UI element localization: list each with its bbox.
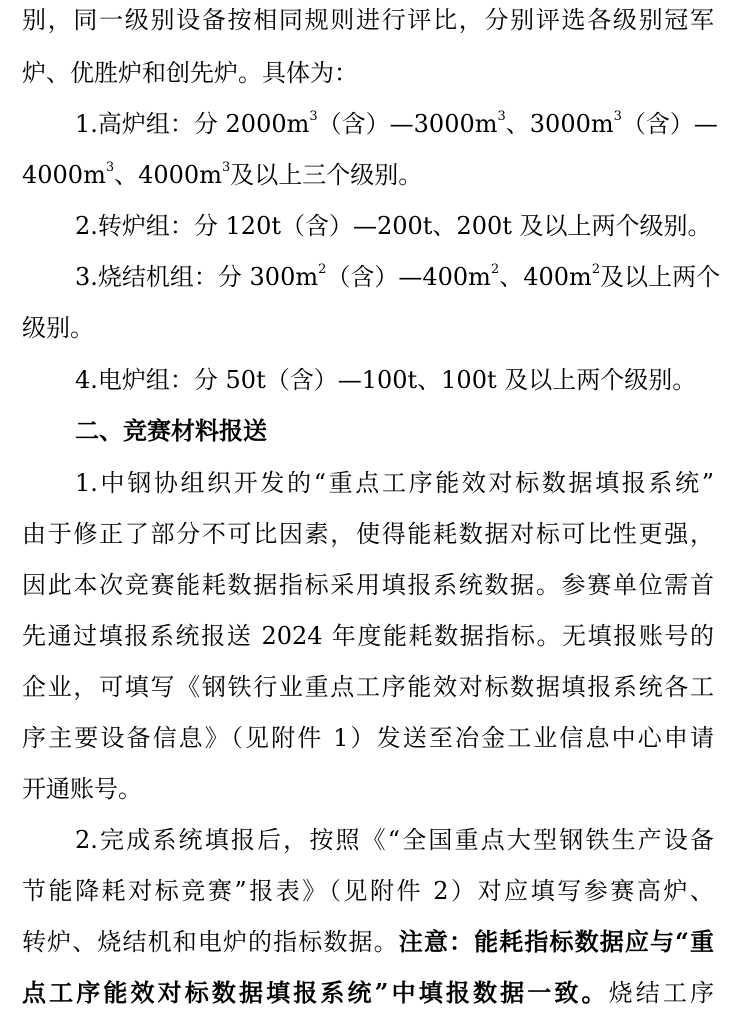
body-text-line: 1.中钢协组织开发的“重点工序能效对标数据填报系统” bbox=[75, 469, 714, 497]
text-run: 、3000m bbox=[505, 110, 614, 138]
body-text-line: 因此本次竞赛能耗数据指标采用填报系统数据。参赛单位需首 bbox=[22, 571, 714, 599]
superscript: 2 bbox=[318, 262, 327, 277]
list-item-blast-furnace bbox=[75, 106, 718, 142]
body-text-line: 节能降耗对标竞赛”报表》（见附件 2）对应填写参赛高炉、 bbox=[22, 877, 714, 905]
text-run: （含）—3000m bbox=[317, 110, 498, 138]
text-run: 及以上两个 bbox=[600, 263, 721, 291]
body-text-line: 炉、优胜炉和创先炉。具体为： bbox=[22, 59, 358, 87]
list-item-blast-furnace-cont bbox=[22, 157, 714, 193]
superscript: 3 bbox=[309, 109, 318, 124]
superscript: 3 bbox=[613, 109, 622, 124]
list-item-sinter bbox=[75, 259, 721, 295]
text-run: 及以上三个级别。 bbox=[230, 161, 423, 189]
emphasis-text: 注意：能耗指标数据应与“重 bbox=[398, 927, 715, 956]
body-text-line: 先通过填报系统报送 2024 年度能耗数据指标。无填报账号的 bbox=[22, 622, 714, 650]
superscript: 3 bbox=[221, 160, 231, 175]
body-text-line: 序主要设备信息》（见附件 1）发送至冶金工业信息中心申请 bbox=[22, 724, 714, 752]
list-item-sinter-cont: 级别。 bbox=[22, 314, 94, 342]
superscript: 2 bbox=[591, 262, 601, 277]
text-run: 转炉、烧结机和电炉的指标数据。 bbox=[22, 928, 399, 956]
superscript: 3 bbox=[105, 160, 115, 175]
superscript: 2 bbox=[490, 262, 500, 277]
text-run: 1.高炉组：分 2000m bbox=[75, 110, 310, 138]
superscript: 3 bbox=[497, 109, 506, 124]
body-text-line: 开通账号。 bbox=[22, 775, 142, 803]
body-text-line bbox=[22, 924, 714, 960]
emphasis-text: 点工序能效对标数据填报系统”中填报数据一致。 bbox=[22, 978, 609, 1007]
text-run: 、4000m bbox=[114, 161, 222, 189]
text-run: 4000m bbox=[22, 161, 106, 189]
text-run: （含）— bbox=[621, 110, 718, 138]
section-heading: 二、竞赛材料报送 bbox=[75, 416, 267, 445]
body-text-line: 2.完成系统填报后，按照《“全国重点大型钢铁生产设备 bbox=[75, 826, 714, 854]
text-run: 烧结工序 bbox=[608, 979, 714, 1007]
text-run: （含）—400m bbox=[326, 263, 491, 291]
text-run: 3.烧结机组：分 300m bbox=[75, 263, 319, 291]
list-item-converter: 2.转炉组：分 120t（含）—200t、200t 及以上两个级别。 bbox=[75, 212, 712, 240]
body-text-line: 别，同一级别设备按相同规则进行评比，分别评选各级别冠军 bbox=[22, 6, 714, 34]
body-text-line: 企业，可填写《钢铁行业重点工序能效对标数据填报系统各工 bbox=[22, 673, 714, 701]
body-text-line: 由于修正了部分不可比因素，使得能耗数据对标可比性更强， bbox=[22, 520, 714, 548]
body-text-line bbox=[22, 975, 714, 1011]
text-run: 、400m bbox=[499, 263, 592, 291]
list-item-electric-furnace: 4.电炉组：分 50t（含）—100t、100t 及以上两个级别。 bbox=[75, 366, 697, 394]
